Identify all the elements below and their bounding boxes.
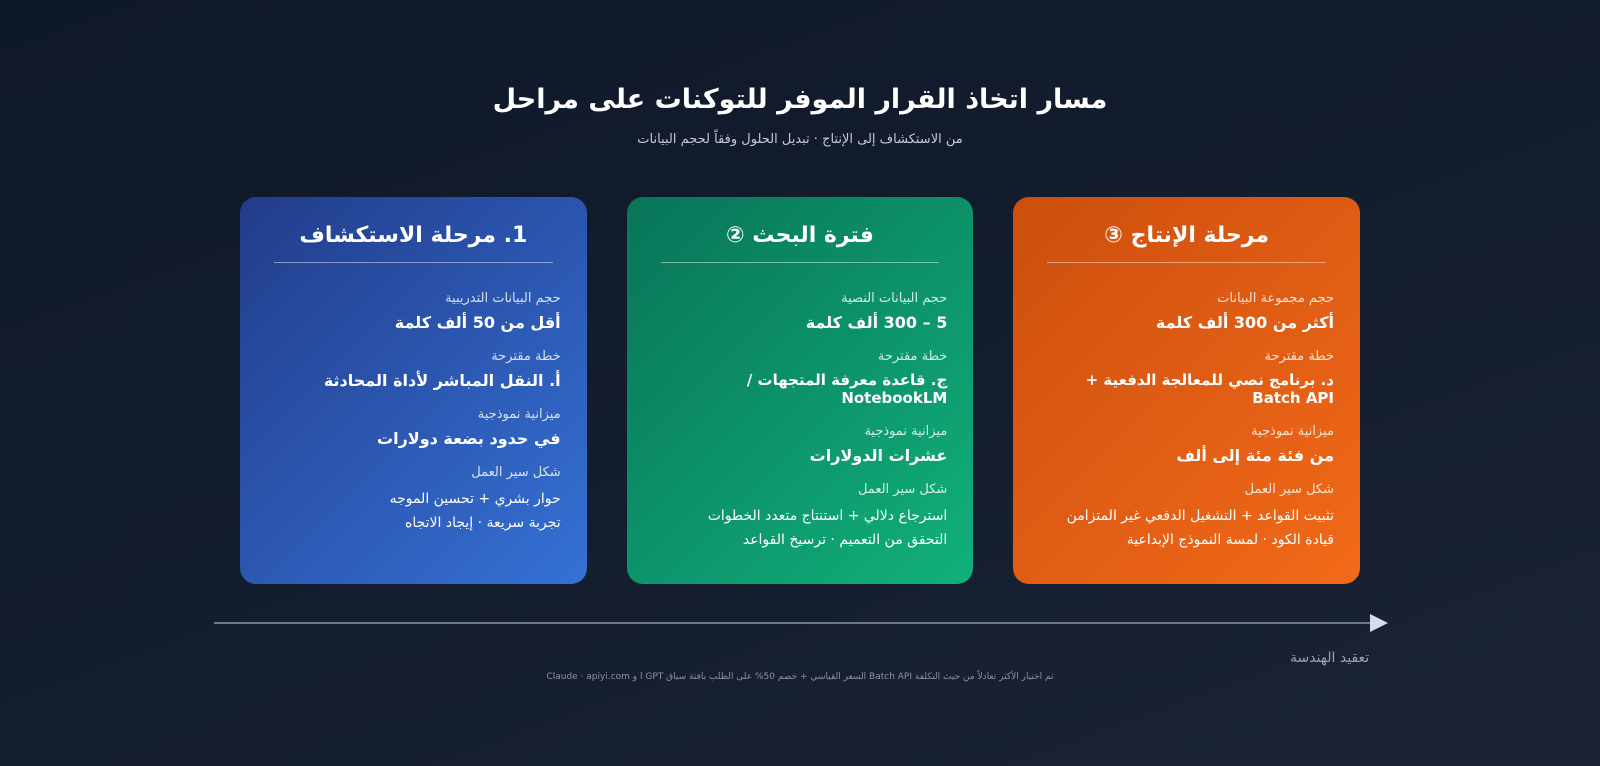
plan-label: خطة مقترحة: [1264, 349, 1334, 364]
complexity-axis-label: تعقيد الهندسة: [1290, 650, 1370, 666]
plan-label: خطة مقترحة: [877, 349, 948, 364]
arrow-right-icon: [1370, 614, 1388, 632]
card-title: مرحلة الإنتاج ③: [1047, 223, 1326, 263]
workflow-label: شكل سير العمل: [1244, 482, 1334, 497]
workflow-line-2: تجربة سريعة · إيجاد الاتجاه: [405, 515, 561, 531]
plan-value: أ. النقل المباشر لأداة المحادثة: [323, 371, 561, 390]
budget-value: عشرات الدولارات: [809, 446, 948, 465]
workflow-line-1: حوار بشري + تحسين الموجه: [389, 491, 561, 507]
budget-label: ميزانية نموذجية: [477, 407, 561, 422]
footnote: تم اختيار الأكثر تعادلاً من حيث التكلفة Batch API السعر القياسي + خصم 50% على الطلب بافتة سياق GPT ا و Claude · apiyi.com: [546, 672, 1054, 682]
budget-row: [266, 407, 561, 448]
budget-label: ميزانية نموذجية: [1251, 424, 1334, 439]
workflow-line-2: قيادة الكود · لمسة النموذج الإبداعية: [1126, 532, 1334, 548]
workflow-label: شكل سير العمل: [471, 465, 561, 480]
data-size-label: حجم مجموعة البيانات: [1217, 291, 1334, 306]
card-title: 1. مرحلة الاستكشاف: [274, 223, 553, 263]
workflow-row: [653, 482, 948, 552]
budget-value: من فئة مئة إلى ألف: [1176, 446, 1334, 465]
budget-value: في حدود بضعة دولارات: [377, 429, 561, 448]
workflow-row: [1039, 482, 1334, 552]
budget-row: [1039, 424, 1334, 465]
plan-value: د. برنامج نصي للمعالجة الدفعية + Batch API: [1085, 371, 1334, 407]
page-subtitle: من الاستكشاف إلى الإنتاج · تبديل الحلول وفقاً لحجم البيانات: [637, 132, 963, 147]
workflow-line-1: تثبيت القواعد + التشغيل الدفعي غير المتزامن: [1066, 508, 1334, 524]
card-production-stage: [1013, 197, 1360, 584]
data-size-value: أكثر من 300 ألف كلمة: [1155, 313, 1334, 332]
card-research-stage: [627, 197, 974, 584]
data-size-row: [1039, 291, 1334, 332]
plan-row: [1039, 349, 1334, 407]
workflow-line-2: التحقق من التعميم · ترسيخ القواعد: [742, 532, 948, 548]
data-size-row: [653, 291, 948, 332]
stage-cards: [240, 197, 1360, 584]
page-title: مسار اتخاذ القرار الموفر للتوكنات على مراحل: [492, 84, 1108, 115]
budget-label: ميزانية نموذجية: [864, 424, 948, 439]
workflow-line-1: استرجاع دلالي + استنتاج متعدد الخطوات: [707, 508, 948, 524]
plan-label: خطة مقترحة: [491, 349, 561, 364]
data-size-value: أقل من 50 ألف كلمة: [394, 313, 561, 332]
card-title: فترة البحث ②: [661, 223, 940, 263]
complexity-axis-line: [214, 622, 1372, 624]
workflow-row: [266, 465, 561, 535]
plan-row: [266, 349, 561, 390]
plan-value: ج. قاعدة معرفة المتجهات / NotebookLM: [746, 371, 948, 407]
data-size-row: [266, 291, 561, 332]
workflow-label: شكل سير العمل: [857, 482, 948, 497]
data-size-label: حجم البيانات النصية: [841, 291, 948, 306]
plan-row: [653, 349, 948, 407]
data-size-value: 5 – 300 ألف كلمة: [805, 313, 948, 332]
data-size-label: حجم البيانات التدريبية: [445, 291, 561, 306]
budget-row: [653, 424, 948, 465]
card-exploration-stage: [240, 197, 587, 584]
